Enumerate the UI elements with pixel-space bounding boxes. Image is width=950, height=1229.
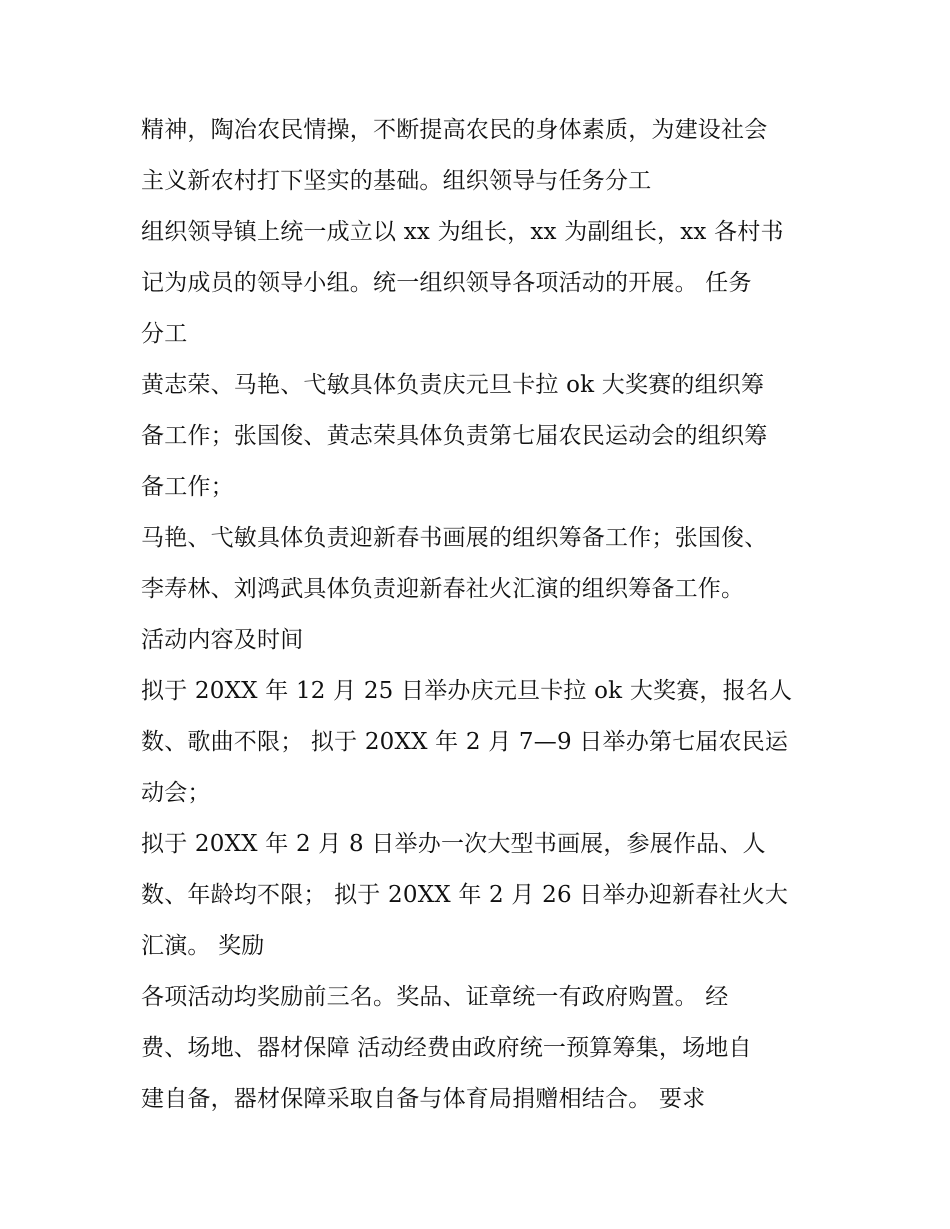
text-line: 汇演。 奖励	[141, 933, 265, 959]
text-line: 数、歌曲不限； 拟于 20XX 年 2 月 7—9 日举办第七届农民运	[141, 729, 789, 755]
text-line: 组织领导镇上统一成立以 xx 为组长，xx 为副组长，xx 各村书	[141, 219, 784, 245]
text-line: 数、年龄均不限； 拟于 20XX 年 2 月 26 日举办迎新春社火大	[141, 882, 789, 908]
text-line: 拟于 20XX 年 2 月 8 日举办一次大型书画展，参展作品、人	[141, 831, 766, 857]
text-line: 分工	[141, 321, 188, 347]
text-line: 主义新农村打下坚实的基础。组织领导与任务分工	[141, 168, 652, 194]
text-line: 建自备，器材保障采取自备与体育局捐赠相结合。 要求	[141, 1086, 706, 1112]
text-line: 记为成员的领导小组。统一组织领导各项活动的开展。 任务	[141, 270, 752, 296]
text-line: 活动内容及时间	[141, 627, 304, 653]
text-line: 李寿林、刘鸿武具体负责迎新春社火汇演的组织筹备工作。	[141, 576, 745, 602]
text-line: 黄志荣、马艳、弋敏具体负责庆元旦卡拉 ok 大奖赛的组织筹	[141, 372, 765, 398]
text-line: 动会；	[141, 780, 211, 806]
text-line: 备工作；张国俊、黄志荣具体负责第七届农民运动会的组织筹	[141, 423, 768, 449]
text-line: 拟于 20XX 年 12 月 25 日举办庆元旦卡拉 ok 大奖赛，报名人	[141, 678, 793, 704]
text-line: 各项活动均奖励前三名。奖品、证章统一有政府购置。 经	[141, 984, 729, 1010]
text-line: 费、场地、器材保障 活动经费由政府统一预算筹集，场地自	[141, 1035, 752, 1061]
text-line: 马艳、弋敏具体负责迎新春书画展的组织筹备工作；张国俊、	[141, 525, 768, 551]
document-body	[141, 105, 821, 1125]
text-line: 精神，陶冶农民情操，不断提高农民的身体素质，为建设社会	[141, 117, 768, 143]
text-line: 备工作；	[141, 474, 234, 500]
